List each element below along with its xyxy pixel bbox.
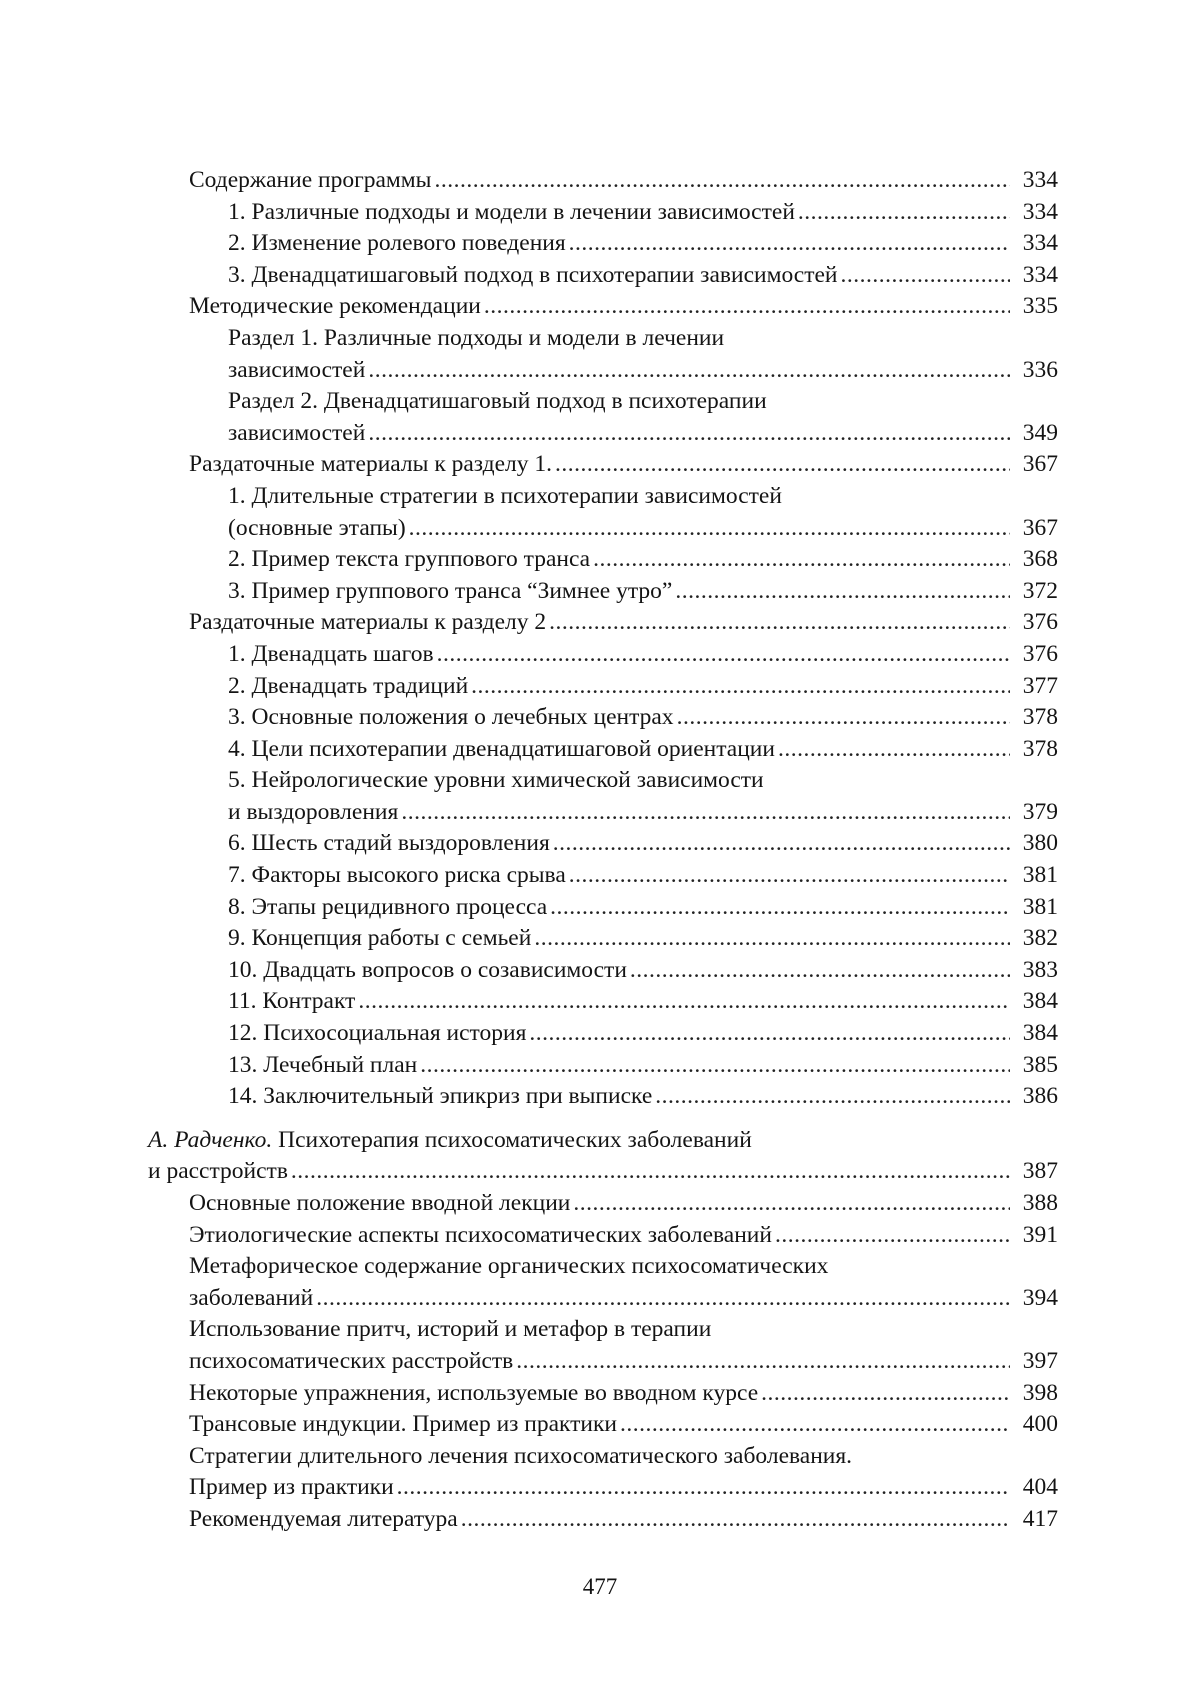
toc-entry (148, 449, 1058, 481)
toc-entry-page: 381 (1022, 893, 1058, 920)
toc-entry (148, 1441, 1058, 1504)
toc-entry-page: 382 (1022, 925, 1058, 952)
dot-leader (368, 355, 1010, 387)
dot-leader (675, 576, 1010, 608)
toc-entry-title: 8. Этапы рецидивного процесса (228, 893, 548, 920)
toc-entry-page: 384 (1022, 988, 1058, 1015)
dot-leader (841, 260, 1011, 292)
toc-entry-title: Рекомендуемая литература (189, 1505, 458, 1532)
toc-entry (148, 860, 1058, 892)
dot-leader (677, 702, 1010, 734)
toc-entry-title: 3. Пример группового транса “Зимнее утро” (228, 577, 673, 604)
toc-entry-page: 379 (1022, 798, 1058, 825)
dot-leader (553, 828, 1010, 860)
toc-entry-title: Основные положение вводной лекции (189, 1190, 571, 1216)
toc-entry-title: 11. Контракт (228, 988, 356, 1015)
toc-entry-title: заболеваний (189, 1284, 314, 1311)
toc-entry-title-start: Использование притч, историй и метафор в терапии (189, 1316, 712, 1343)
toc-entry-title: Содержание программы (189, 167, 432, 193)
toc-entry-title: зависимостей (228, 419, 366, 446)
toc-entry-title: Трансовые индукции. Пример из практики (189, 1411, 618, 1438)
toc-entry (148, 639, 1058, 671)
toc-entry-title: Этиологические аспекты психосоматических заболеваний (189, 1221, 772, 1248)
toc-entry-page: 368 (1022, 546, 1058, 573)
toc-entry-page: 388 (1022, 1190, 1058, 1216)
toc-entry (148, 1314, 1058, 1377)
toc-entry-page: 367 (1022, 451, 1058, 478)
toc-entry (148, 386, 1058, 449)
toc-entry (148, 671, 1058, 703)
toc-entry-page: 335 (1022, 293, 1058, 320)
page-number: 477 (582, 1574, 618, 1599)
toc-entry-page: 372 (1022, 577, 1058, 604)
dot-leader (630, 955, 1010, 987)
toc-entry-page: 391 (1022, 1221, 1058, 1248)
toc-entry (148, 1378, 1058, 1410)
toc-entry-page: 334 (1022, 230, 1058, 257)
dot-leader (291, 1156, 1010, 1188)
toc-entry (148, 765, 1058, 828)
toc-entry-title: 12. Психосоциальная история (228, 1020, 527, 1047)
toc-entry (148, 1504, 1058, 1536)
toc-entry (148, 544, 1058, 576)
toc-entry-title-line (228, 386, 1058, 418)
toc-entry (148, 955, 1058, 987)
toc-entry-page: 334 (1022, 261, 1058, 288)
dot-leader (420, 1050, 1010, 1082)
toc-entry-title-start: 1. Длительные стратегии в психотерапии зависимостей (228, 482, 782, 509)
dot-leader (409, 513, 1010, 545)
toc-entry-title: 4. Цели психотерапии двенадцатишаговой ориентации (228, 735, 775, 762)
toc-entry-title: Пример из практики (189, 1474, 394, 1501)
toc-entry-page: 384 (1022, 1020, 1058, 1047)
toc-entry (148, 165, 1058, 197)
toc-entry-title-line (189, 1251, 1058, 1283)
toc-entry-page: 376 (1022, 609, 1058, 636)
toc-entry-title: 9. Концепция работы с семьей (228, 925, 532, 952)
toc-entry-page: 380 (1022, 830, 1058, 857)
toc-entry-page: 376 (1022, 640, 1058, 667)
toc-entry (148, 291, 1058, 323)
toc-entry-page: 367 (1022, 514, 1058, 541)
dot-leader (401, 797, 1010, 829)
toc-entry (148, 923, 1058, 955)
toc-entry-title: 10. Двадцать вопросов о созависимости (228, 956, 627, 983)
toc-entry-page: 398 (1022, 1379, 1058, 1406)
toc-entry-title: (основные этапы) (228, 514, 406, 541)
dot-leader (397, 1472, 1010, 1504)
toc-entry (148, 260, 1058, 292)
toc-entry-title: 3. Основные положения о лечебных центрах (228, 704, 674, 731)
toc-entry (148, 228, 1058, 260)
toc-entry-title: и выздоровления (228, 798, 399, 825)
toc-entry-page: 404 (1022, 1474, 1058, 1501)
dot-leader (316, 1283, 1010, 1315)
toc-entry (148, 1018, 1058, 1050)
toc-entry-title-line (148, 1125, 1058, 1157)
toc-entry-title: Методические рекомендации (189, 293, 481, 320)
toc-entry-page: 381 (1022, 862, 1058, 889)
toc-entry (148, 1409, 1058, 1441)
dot-leader (778, 734, 1010, 766)
toc-entry-page: 386 (1022, 1083, 1058, 1110)
dot-leader (593, 544, 1010, 576)
dot-leader (529, 1018, 1010, 1050)
toc-entry-title: 3. Двенадцатишаговый подход в психотерапии зависимостей (228, 261, 838, 288)
dot-leader (471, 671, 1010, 703)
toc-entry-title-line (228, 323, 1058, 355)
toc-entry-title-start: 5. Нейрологические уровни химической зависимости (228, 767, 764, 794)
toc-entry-page: 349 (1022, 419, 1058, 446)
dot-leader (555, 449, 1010, 481)
toc-entry-page: 394 (1022, 1284, 1058, 1311)
toc-entry-title: 7. Факторы высокого риска срыва (228, 862, 566, 889)
dot-leader (655, 1081, 1010, 1113)
toc-entry-page: 387 (1022, 1158, 1058, 1185)
dot-leader (798, 197, 1010, 229)
toc-entry (148, 576, 1058, 608)
toc-entry (148, 1125, 1058, 1188)
toc-entry (148, 1081, 1058, 1113)
toc-entry-page: 378 (1022, 735, 1058, 762)
toc-entry-page: 400 (1022, 1411, 1058, 1438)
dot-leader (761, 1378, 1010, 1410)
toc-entry-title-start: Психотерапия психосоматических заболеваний (272, 1126, 752, 1153)
toc-entry-title: 6. Шесть стадий выздоровления (228, 830, 550, 857)
dot-leader (620, 1409, 1010, 1441)
dot-leader (516, 1346, 1010, 1378)
dot-leader (484, 291, 1010, 323)
toc-entry (148, 828, 1058, 860)
toc-entry-title-start: Стратегии длительного лечения психосоматического заболевания. (189, 1442, 853, 1469)
toc-entry-page: 383 (1022, 956, 1058, 983)
toc-entry-title: 2. Изменение ролевого поведения (228, 230, 566, 257)
toc-entry-title: Некоторые упражнения, используемые во вводном курсе (189, 1379, 759, 1406)
toc-entry (148, 734, 1058, 766)
dot-leader (358, 986, 1010, 1018)
toc-entry-title-start: Раздел 1. Различные подходы и модели в лечении (228, 324, 725, 351)
toc-entry (148, 323, 1058, 386)
toc-entry (148, 1251, 1058, 1314)
toc-entry-title-line (189, 1441, 1058, 1473)
dot-leader (550, 892, 1010, 924)
dot-leader (569, 228, 1010, 260)
dot-leader (775, 1220, 1010, 1252)
toc-entry (148, 986, 1058, 1018)
toc-entry-title: 1. Различные подходы и модели в лечении зависимостей (228, 198, 795, 225)
toc-entry-title: 2. Двенадцать традиций (228, 672, 469, 699)
dot-leader (534, 923, 1010, 955)
toc-entry-page: 385 (1022, 1051, 1058, 1078)
toc-entry-title: 14. Заключительный эпикриз при выписке (228, 1083, 653, 1110)
dot-leader (368, 418, 1010, 450)
table-of-contents (148, 165, 1058, 1536)
toc-entry-title: 2. Пример текста группового транса (228, 546, 591, 573)
toc-entry-title-line (189, 1314, 1058, 1346)
toc-entry-page: 334 (1022, 198, 1058, 225)
toc-entry-author: А. Радченко. (148, 1126, 273, 1153)
dot-leader (569, 860, 1010, 892)
dot-leader (434, 165, 1010, 197)
dot-leader (549, 607, 1010, 639)
toc-entry-title: Раздаточные материалы к разделу 1. (189, 451, 553, 478)
dot-leader (573, 1188, 1010, 1220)
toc-entry (148, 607, 1058, 639)
toc-entry (148, 702, 1058, 734)
dot-leader (437, 639, 1010, 671)
toc-entry-title: психосоматических расстройств (189, 1347, 514, 1374)
toc-entry-title-line (228, 765, 1058, 797)
toc-entry-page: 334 (1022, 167, 1058, 193)
toc-entry (148, 481, 1058, 544)
toc-entry-title: Раздаточные материалы к разделу 2 (189, 609, 547, 636)
toc-entry-title-start: Метафорическое содержание органических психосоматических (189, 1253, 829, 1280)
dot-leader (461, 1504, 1010, 1536)
toc-entry-title-start: Раздел 2. Двенадцатишаговый подход в психотерапии (228, 388, 767, 415)
toc-entry-page: 397 (1022, 1347, 1058, 1374)
toc-entry-page: 417 (1022, 1505, 1058, 1532)
toc-entry-title: 1. Двенадцать шагов (228, 640, 434, 667)
toc-entry-page: 377 (1022, 672, 1058, 699)
toc-entry-title: зависимостей (228, 356, 366, 383)
toc-entry-page: 378 (1022, 704, 1058, 731)
toc-entry-title: 13. Лечебный план (228, 1051, 418, 1078)
toc-entry (148, 1220, 1058, 1252)
toc-entry-title: и расстройств (148, 1158, 288, 1185)
toc-entry-title-line (228, 481, 1058, 513)
toc-entry-page: 336 (1022, 356, 1058, 383)
toc-entry (148, 892, 1058, 924)
toc-entry (148, 1050, 1058, 1082)
toc-entry (148, 197, 1058, 229)
toc-entry (148, 1188, 1058, 1220)
